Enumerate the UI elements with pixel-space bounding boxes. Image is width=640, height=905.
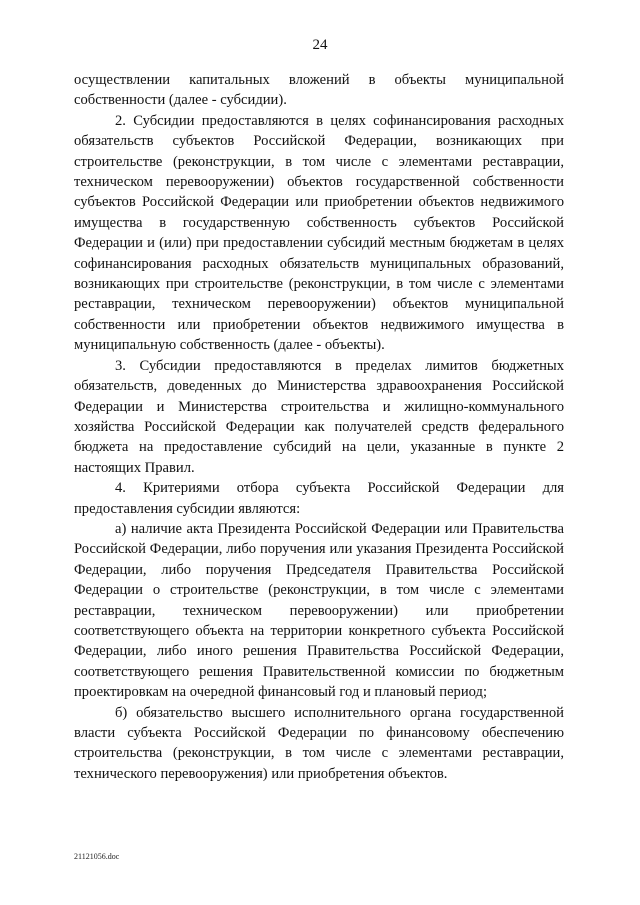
document-body [74, 70, 564, 784]
paragraph-clause-2: 2. Субсидии предоставляются в целях софинансирования расходных обязательств субъектов Российской Федерации, возникающих при строительстве (реконструкции, в том числе с элементами реставрации, техническом перевооружении) объектов государственной собственности субъектов Российской Федерации или приобретении объектов недвижимого имущества в государственную собственность субъектов Российской Федерации и (или) при предоставлении субсидий местным бюджетам в целях софинансирования расходных обязательств муниципальных образований, возникающих при строительстве (реконструкции, в том числе с элементами реставрации, техническом перевооружении) объектов муниципальной собственности или приобретении объектов недвижимого имущества в муниципальную собственность (далее - объекты). [74, 112, 564, 354]
paragraph-clause-4a: а) наличие акта Президента Российской Федерации или Правительства Российской Федерации, либо поручения или указания Президента Российской Федерации, либо поручения Председателя Правительства Российской Федерации о строительстве (реконструкции, в том числе с элементами реставрации, техническом перевооружении) или приобретении соответствующего объекта на территории конкретного субъекта Российской Федерации, либо иного решения Правительства Российской Федерации, соответствующего решения Правительственной комиссии по бюджетным проектировкам на очередной финансовый год и плановый период; [74, 520, 564, 701]
footer-document-code: 21121056.doc [74, 852, 120, 861]
paragraph-continuation: осуществлении капитальных вложений в объекты муниципальной собственности (далее - субсидии). [74, 72, 564, 109]
paragraph-clause-4: 4. Критериями отбора субъекта Российской Федерации для предоставления субсидии являются: [74, 480, 564, 517]
paragraph-clause-4b: б) обязательство высшего исполнительного органа государственной власти субъекта Российской Федерации по финансовому обеспечению строительства (реконструкции, в том числе с элементами реставрации, технического перевооружения) или приобретения объектов. [74, 704, 564, 782]
page-number: 24 [312, 37, 328, 53]
paragraph-clause-3: 3. Субсидии предоставляются в пределах лимитов бюджетных обязательств, доведенных до Министерства здравоохранения Российской Федерации и Министерства строительства и жилищно-коммунального хозяйства Российской Федерации как получателей средств федерального бюджета на предоставление субсидий на цели, указанные в пункте 2 настоящих Правил. [74, 357, 564, 476]
